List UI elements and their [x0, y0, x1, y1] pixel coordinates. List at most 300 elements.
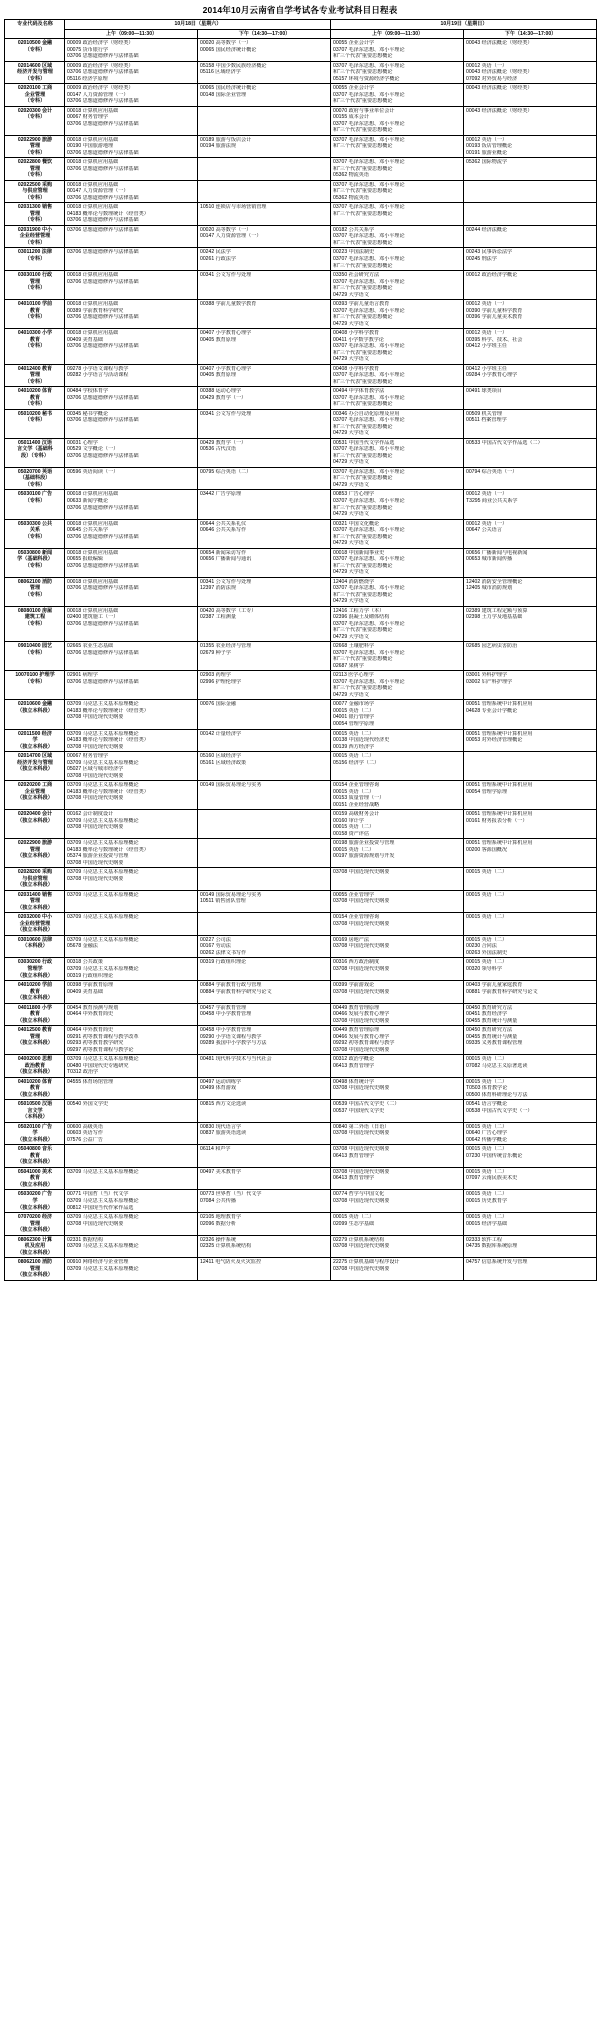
table-row — [5, 1055, 597, 1078]
day1-afternoon-cell: 12411 电气防火及火灾监控 — [198, 1258, 331, 1281]
day2-morning-cell: 00346 办公自动化原理及应用 03707 毛泽东思想、邓小平理论 和“三个代表”重要思想概论 04729 大学语文 — [331, 409, 464, 438]
major-name-cell: 03030200 行政 管理学 （独立本科段） — [5, 958, 65, 981]
day1-morning-cell: 00018 计算机应用基础 04183 概率论与数理统计（经管类） 03706 思想道德修养与法律基础 — [65, 203, 198, 226]
table-row — [5, 642, 597, 671]
day2-morning-cell: 00539 中国古代文学史（二） 00537 中国现代文学史 — [331, 1100, 464, 1123]
day2-afternoon-cell: 00012 英语（一） 00395 科学、技术、社会 00412 小学班主任 — [464, 329, 597, 365]
day2-morning-cell: 00055 企业会计学 03707 毛泽东思想、邓小平理论 和“三个代表”重要思想概论 — [331, 39, 464, 62]
day1-morning-cell: 00398 学前教育原理 00409 美育基础 — [65, 981, 198, 1004]
major-name-cell: 02022800 餐饮 管理 （专科） — [5, 158, 65, 181]
day2-morning-cell: 00494 中学体育教学法 03707 毛泽东思想、邓小平理论 和“三个代表”重要思想概论 — [331, 387, 464, 410]
header-day-1: 10月18日（星期六） — [65, 20, 331, 30]
day1-morning-cell: 00018 计算机应用基础 00147 人力资源管理（一） 03706 思想道德修养与法律基础 — [65, 180, 198, 203]
day2-afternoon-cell: 00015 英语（二） T0503 体育教学论 00500 体育科研理论与方法 — [464, 1077, 597, 1100]
major-name-cell: 02010500 金融 （专科） — [5, 39, 65, 62]
header-day-2-afternoon: 下午（14:30—17:00） — [464, 29, 597, 39]
day1-afternoon-cell: 01355 农业经济与管理 02679 种子学 — [198, 642, 331, 671]
day1-afternoon-cell: 00884 学前教育行政与管理 00884 学前教育科学研究与论文 — [198, 981, 331, 1004]
table-row — [5, 1026, 597, 1055]
day1-afternoon-cell — [198, 839, 331, 868]
day1-afternoon-cell: 00830 现代语言学 00837 旅游英语选读 — [198, 1122, 331, 1145]
table-row — [5, 839, 597, 868]
day1-morning-cell: 00009 政治经济学（财经类） 00147 人力资源管理（一） 03706 思想道德修养与法律基础 — [65, 84, 198, 107]
day1-afternoon-cell: 06114 和声学 — [198, 1145, 331, 1168]
day2-afternoon-cell: 04757 信息系统开发与管理 — [464, 1258, 597, 1281]
major-name-cell: 04012500 教育 管理 （独立本科段） — [5, 1026, 65, 1055]
day2-morning-cell: 02113 医学心理学 03707 毛泽东思想、邓小平理论 和“三个代表”重要思想概论 04729 大学语文 — [331, 671, 464, 700]
table-row — [5, 84, 597, 107]
major-name-cell: 04010100 学前 教育 （专科） — [5, 300, 65, 329]
day1-afternoon-cell — [198, 106, 331, 135]
day1-morning-cell: 00018 计算机应用基础 00633 新闻学概论 03706 思想道德修养与法律基础 — [65, 490, 198, 519]
day1-morning-cell: 03709 马克思主义基本原理概论 00480 中国现代史专题研究 T0312 政治学 — [65, 1055, 198, 1078]
table-row — [5, 1003, 597, 1026]
major-name-cell: 05040800 音乐 教育 （独立本科段） — [5, 1145, 65, 1168]
day1-afternoon-cell — [198, 180, 331, 203]
day2-afternoon-cell: 00051 管理系统中计算机应用 00161 财务报表分析（一） — [464, 810, 597, 839]
table-header-day-row — [5, 20, 597, 30]
day1-morning-cell: 00162 会计制度设计 03709 马克思主义基本原理概论 03708 中国近现代史纲要 — [65, 810, 198, 839]
table-row — [5, 387, 597, 410]
day1-afternoon-cell: 05158 中国少数民族经济概论 05116 区域经济学 — [198, 61, 331, 84]
major-name-cell: 02031400 销售 管理 （独立本科段） — [5, 890, 65, 913]
day1-morning-cell: 00910 网络经济与企业管理 03709 马克思主义基本原理概论 — [65, 1258, 198, 1281]
day1-afternoon-cell — [198, 868, 331, 891]
day1-morning-cell: 00596 英语阅读（一） — [65, 467, 198, 490]
major-name-cell: 02020400 会计 （独立本科段） — [5, 810, 65, 839]
day1-morning-cell: 00600 高级英语 00603 英语写作 07576 公益广告 — [65, 1122, 198, 1145]
day2-afternoon-cell: 02685 园艺病虫害防治 — [464, 642, 597, 671]
day2-morning-cell: 00853 广告心理学 03707 毛泽东思想、邓小平理论 和“三个代表”重要思想概论 04729 大学语文 — [331, 490, 464, 519]
day2-morning-cell: 00321 中国文化概论 03707 毛泽东思想、邓小平理论 和“三个代表”重要思想概论 04729 大学语文 — [331, 519, 464, 548]
major-name-cell: 05011400 汉语 言文学（基础科 段）（专科） — [5, 438, 65, 467]
day2-afternoon-cell: 00509 机关管理 00511 档案管理学 — [464, 409, 597, 438]
table-row — [5, 248, 597, 271]
day2-morning-cell: 00077 金融市场学 00015 英语（二） 04001 银行管理学 00054 管理学原理 — [331, 700, 464, 729]
day1-morning-cell: 00018 计算机应用基础 00067 财务管理学 03706 思想道德修养与法律基础 — [65, 106, 198, 135]
day1-morning-cell: 09278 小学语文课程与教学 09282 小学语言与活动课程 — [65, 364, 198, 387]
table-row — [5, 300, 597, 329]
day2-afternoon-cell: 00015 英语（二） 00230 合同法 00263 外国法制史 — [464, 935, 597, 958]
day2-morning-cell: 00312 政治学概论 06413 教育管理学 — [331, 1055, 464, 1078]
table-row — [5, 981, 597, 1004]
day2-morning-cell: 00531 中国当代文学作品选 03707 毛泽东思想、邓小平理论 和“三个代表”重要思想概论 04729 大学语文 — [331, 438, 464, 467]
day1-morning-cell: 02665 农业生态基础 03706 思想道德修养与法律基础 — [65, 642, 198, 671]
day2-afternoon-cell: 00656 广播新闻与电视新闻 00653 城市新闻传播 — [464, 548, 597, 577]
table-row — [5, 671, 597, 700]
day1-afternoon-cell: 00458 中小学教育管理 09290 小学语文课程与教学 09289 我国中小学教学与方法 — [198, 1026, 331, 1055]
day1-afternoon-cell: 00420 高等数学（工专） 02387 工程测量 — [198, 606, 331, 642]
header-day-1-morning: 上午（09:00—11:30） — [65, 29, 198, 39]
day2-morning-cell: 00182 公共关系学 03707 毛泽东思想、邓小平理论 和“三个代表”重要思想概论 — [331, 225, 464, 248]
day1-afternoon-cell: 02105 地理教育学 02096 数据分析 — [198, 1213, 331, 1236]
major-name-cell: 02020100 工商 企业管理 （专科） — [5, 84, 65, 107]
day1-afternoon-cell: 00654 新闻采访写作 00656 广播新闻与通讯 — [198, 548, 331, 577]
day1-morning-cell: 03709 马克思主义基本原理概论 04183 概率论与数理统计（经管类） 03708 中国近现代史纲要 — [65, 700, 198, 729]
major-name-cell: 04012400 教育 管理 （专科） — [5, 364, 65, 387]
table-row — [5, 781, 597, 810]
day2-morning-cell: 00449 教育管理原理 00466 发展与教育心理学 03708 中国近现代史纲要 — [331, 1003, 464, 1026]
table-row — [5, 135, 597, 158]
major-name-cell: 04010300 小学 教育 （专科） — [5, 329, 65, 365]
major-name-cell: 02020200 工商 企业管理 （独立本科段） — [5, 781, 65, 810]
header-day-2: 10月19日（星期日） — [331, 20, 597, 30]
day2-afternoon-cell: 02333 软件工程 04735 数据库系统原理 — [464, 1235, 597, 1258]
day1-afternoon-cell: 00065 国民经济统计概论 00148 国际企业管理 — [198, 84, 331, 107]
day2-afternoon-cell: 02389 建筑工程定额与预算 02398 土力学及地基基础 — [464, 606, 597, 642]
day2-morning-cell: 03707 毛泽东思想、邓小平理论 和“三个代表”重要思想概论 05362 物流英语 — [331, 180, 464, 203]
day1-morning-cell: 03709 马克思主义基本原理概论 — [65, 890, 198, 913]
day2-morning-cell: 00015 英语（二） 05156 经济学（二） — [331, 752, 464, 781]
table-row — [5, 438, 597, 467]
day2-morning-cell: 12404 消防燃烧学 03707 毛泽东思想、邓小平理论 和“三个代表”重要思想概论 04729 大学语文 — [331, 577, 464, 606]
day2-morning-cell: 03707 毛泽东思想、邓小平理论 和“三个代表”重要思想概论 — [331, 203, 464, 226]
day2-afternoon-cell: 00450 教育研究方法 00455 教育统计与测量 09335 义务教育课程管理 — [464, 1026, 597, 1055]
table-row — [5, 958, 597, 981]
day2-morning-cell: 00159 高级财务会计 00160 审计学 00015 英语（二） 00158 资产评估 — [331, 810, 464, 839]
table-row — [5, 1190, 597, 1213]
day1-afternoon-cell: 00497 美术教育学 — [198, 1167, 331, 1190]
day2-morning-cell: 03708 中国近现代史纲要 06413 教育管理学 — [331, 1167, 464, 1190]
day2-afternoon-cell: 00450 教育研究方法 00451 教育经济学 00455 教育统计与测量 — [464, 1003, 597, 1026]
day2-afternoon-cell: 00015 英语（二） — [464, 890, 597, 913]
major-name-cell: 04010200 体育 教育 （独立本科段） — [5, 1077, 65, 1100]
major-name-cell: 08062100 消防 管理 （独立本科段） — [5, 1258, 65, 1281]
major-name-cell: 05030800 新闻 学（基础科段） （专科） — [5, 548, 65, 577]
day2-morning-cell: 02668 土壤肥料学 03707 毛泽东思想、邓小平理论 和“三个代表”重要思想概论 02687 果树学 — [331, 642, 464, 671]
day1-afternoon-cell: 10510 连锁店与市场营销管理 — [198, 203, 331, 226]
day2-morning-cell: 00774 哲学与中国文化 03708 中国近现代史纲要 — [331, 1190, 464, 1213]
major-name-cell: 04011800 小学 教育 （独立本科段） — [5, 1003, 65, 1026]
day2-morning-cell: 00393 学前儿童语言教育 03707 毛泽东思想、邓小平理论 和“三个代表”重要思想概论 04729 大学语文 — [331, 300, 464, 329]
day2-afternoon-cell: 00412 小学班主任 09284 小学教育心理学 — [464, 364, 597, 387]
major-name-cell: 09010400 园艺 （专科） — [5, 642, 65, 671]
day1-morning-cell: 00345 秘书学概论 03706 思想道德修养与法律基础 — [65, 409, 198, 438]
table-row — [5, 106, 597, 135]
table-row — [5, 39, 597, 62]
day1-afternoon-cell: 00407 小学教育心理学 00405 教育原理 — [198, 364, 331, 387]
day1-afternoon-cell: 00815 西方文论选读 — [198, 1100, 331, 1123]
table-row — [5, 868, 597, 891]
day1-morning-cell: 03709 马克思主义基本原理概论 04183 概率论与数理统计（经管类） 05374 旅游企业投资与管理 03708 中国近现代史纲要 — [65, 839, 198, 868]
day2-morning-cell: 00018 中国新闻事业史 03707 毛泽东思想、邓小平理论 和“三个代表”重要思想概论 04729 大学语文 — [331, 548, 464, 577]
major-name-cell: 02022900 旅游 管理 （专科） — [5, 135, 65, 158]
day2-afternoon-cell: 00051 管理系统中计算机应用 04628 专业会计学概论 — [464, 700, 597, 729]
major-name-cell: 10070100 护理学 （专科） — [5, 671, 65, 700]
header-day-2-morning: 上午（09:00—11:30） — [331, 29, 464, 39]
table-row — [5, 729, 597, 752]
day2-afternoon-cell: 00244 经济法概论 — [464, 225, 597, 248]
day1-morning-cell: 00009 政治经济学（财经类） 03706 思想道德修养与法律基础 05116 经济学原理 — [65, 61, 198, 84]
major-name-cell: 02022900 旅游 管理 （独立本科段） — [5, 839, 65, 868]
day2-afternoon-cell: 12402 消防安全管理概论 12405 城市消防规划 — [464, 577, 597, 606]
day1-afternoon-cell: 00773 世界哲（当）代文学 07084 公共传播 — [198, 1190, 331, 1213]
header-day-1-afternoon: 下午（14:30—17:00） — [198, 29, 331, 39]
table-row — [5, 519, 597, 548]
day2-afternoon-cell: 00533 中国古代文学作品选（二） — [464, 438, 597, 467]
day2-morning-cell: 00408 小学科学教育 03707 毛泽东思想、邓小平理论 和“三个代表”重要思想概论 — [331, 364, 464, 387]
day2-morning-cell: 00015 英语（二） 00138 中国近现代经济史 00139 西方经济学 — [331, 729, 464, 752]
day1-morning-cell: 00484 学校体育学 03706 思想道德修养与法律基础 — [65, 387, 198, 410]
major-name-cell: 03010600 法律 （本科段） — [5, 935, 65, 958]
table-row — [5, 271, 597, 300]
table-row — [5, 913, 597, 936]
day1-afternoon-cell: 02326 操作系统 02325 计算机系统结构 — [198, 1235, 331, 1258]
day1-morning-cell: 00018 计算机应用基础 00655 报纸编辑 03706 思想道德修养与法律基础 — [65, 548, 198, 577]
table-row — [5, 890, 597, 913]
day1-afternoon-cell: 00341 公文写作与处理 — [198, 409, 331, 438]
day2-morning-cell: 00055 企业会计学 03707 毛泽东思想、邓小平理论 和“三个代表”重要思想概论 — [331, 84, 464, 107]
day2-afternoon-cell: 00012 英语（一） 00043 经济法概论（财经类） 07092 对外贸易与经济 — [464, 61, 597, 84]
table-row — [5, 935, 597, 958]
day1-afternoon-cell: 05160 区域经济学 05161 区域经济政策 — [198, 752, 331, 781]
table-row — [5, 1213, 597, 1236]
day2-afternoon-cell — [464, 752, 597, 781]
major-name-cell: 05030100 广告 （专科） — [5, 490, 65, 519]
header-corner: 专业代码及名称 — [5, 20, 65, 39]
day1-morning-cell: 00018 计算机应用基础 00190 中国旅游地理 03706 思想道德修养与法律基础 — [65, 135, 198, 158]
day2-afternoon-cell — [464, 203, 597, 226]
table-row — [5, 1167, 597, 1190]
day1-morning-cell: 00031 心理学 00529 文学概论（一） 03706 思想道德修养与法律基础 — [65, 438, 198, 467]
day1-morning-cell: 03709 马克思主义基本原理概论 — [65, 913, 198, 936]
table-row — [5, 1122, 597, 1145]
day1-afternoon-cell — [198, 913, 331, 936]
day1-morning-cell: 00540 外国文学史 — [65, 1100, 198, 1123]
table-header-slot-row — [5, 29, 597, 39]
table-row — [5, 180, 597, 203]
major-name-cell: 03011200 法律 （专科） — [5, 248, 65, 271]
table-row — [5, 329, 597, 365]
day2-afternoon-cell: 00015 英语（二） 00015 历史教育学 — [464, 1190, 597, 1213]
day1-afternoon-cell: 00497 运动训练学 00499 体育游戏 — [198, 1077, 331, 1100]
major-name-cell: 02010600 金融 （独立本科段） — [5, 700, 65, 729]
day1-morning-cell: 00318 公共政策 03709 马克思主义基本原理概论 00319 行政组织理论 — [65, 958, 198, 981]
day1-morning-cell: 00067 财务管理学 03709 马克思主义基本原理概论 05027 区域与城市经济学 03708 中国近现代史纲要 — [65, 752, 198, 781]
day1-morning-cell: 00009 政治经济学（财经类） 00075 货币银行学 03706 思想道德修养与法律基础 — [65, 39, 198, 62]
day2-morning-cell: 00070 政府与事业单位会计 00155 成本会计 03707 毛泽东思想、邓小平理论 和“三个代表”重要思想概论 — [331, 106, 464, 135]
major-name-cell: 08062300 计算 机及应用 （独立本科段） — [5, 1235, 65, 1258]
day1-afternoon-cell: 00407 小学教育心理学 00405 教育原理 — [198, 329, 331, 365]
day2-morning-cell: 00399 学前游戏论 03708 中国近现代史纲要 — [331, 981, 464, 1004]
day1-afternoon-cell: 00142 计量经济学 — [198, 729, 331, 752]
table-row — [5, 810, 597, 839]
major-name-cell: 02031900 中小 企业经营管理 （专科） — [5, 225, 65, 248]
major-name-cell: 04010200 体育 教育 （专科） — [5, 387, 65, 410]
table-row — [5, 364, 597, 387]
day2-morning-cell: 00169 房地产法 03708 中国近现代史纲要 — [331, 935, 464, 958]
day2-afternoon-cell: 00541 语言学概论 00538 中国古代文学史（一） — [464, 1100, 597, 1123]
day2-morning-cell: 00449 教育管理原理 00466 发展与教育心理学 09292 初等教育课程与教学 03708 中国近现代史纲要 — [331, 1026, 464, 1055]
major-name-cell: 05020700 英语 （基础科段） （专科） — [5, 467, 65, 490]
day2-afternoon-cell: 00015 英语（二） — [464, 868, 597, 891]
day2-afternoon-cell: 03001 外科护理学 03002 妇产科护理学 — [464, 671, 597, 700]
table-row — [5, 1258, 597, 1281]
day1-afternoon-cell: 00020 高等数学（一） 00147 人力资源管理（一） — [198, 225, 331, 248]
day2-morning-cell: 03707 毛泽东思想、邓小平理论 和“三个代表”重要思想概论 — [331, 135, 464, 158]
major-name-cell: 04002000 思想 政治教育 （独立本科段） — [5, 1055, 65, 1078]
day2-morning-cell: 03350 社会研究方法 03707 毛泽东思想、邓小平理论 和“三个代表”重要思想概论 04729 大学语文 — [331, 271, 464, 300]
day2-morning-cell: 00154 企业管理咨询 03708 中国近现代史纲要 — [331, 913, 464, 936]
day2-morning-cell: 12416 工程力学（本） 02396 混凝土及砌体结构 03707 毛泽东思想、邓小平理论 和“三个代表”重要思想概论 04729 大学语文 — [331, 606, 464, 642]
major-name-cell: 03030100 行政 管理 （专科） — [5, 271, 65, 300]
table-row — [5, 467, 597, 490]
major-name-cell: 02011500 经济 学 （独立本科段） — [5, 729, 65, 752]
table-row — [5, 61, 597, 84]
major-name-cell: 05030200 广告 学 （独立本科段） — [5, 1190, 65, 1213]
table-row — [5, 1235, 597, 1258]
day2-afternoon-cell: 00051 管理系统中计算机应用 00053 对外经济管理概论 — [464, 729, 597, 752]
table-row — [5, 700, 597, 729]
table-row — [5, 752, 597, 781]
day2-afternoon-cell: 00491 球类项目 — [464, 387, 597, 410]
major-name-cell: 05041000 美术 教育 （独立本科段） — [5, 1167, 65, 1190]
day2-morning-cell: 02279 计算机系统结构 03708 中国近现代史纲要 — [331, 1235, 464, 1258]
day2-morning-cell: 00408 小学科学教育 00411 小学数学教学论 03707 毛泽东思想、邓小平理论 和“三个代表”重要思想概论 04729 大学语文 — [331, 329, 464, 365]
day2-morning-cell: 00198 旅游企业投资与管理 00015 英语（二） 00197 旅游资源规划与开发 — [331, 839, 464, 868]
major-name-cell: 02022500 采购 与供应管理 （专科） — [5, 180, 65, 203]
major-name-cell: 04010200 学前 教育 （独立本科段） — [5, 981, 65, 1004]
major-name-cell: 02014700 区域 经济开发与管理 （独立本科段） — [5, 752, 65, 781]
day2-morning-cell: 03707 毛泽东思想、邓小平理论 和“三个代表”重要思想概论 04729 大学语文 — [331, 467, 464, 490]
day1-morning-cell: 04555 体育场馆管理 — [65, 1077, 198, 1100]
table-row — [5, 158, 597, 181]
table-row — [5, 490, 597, 519]
table-row — [5, 577, 597, 606]
table-row — [5, 225, 597, 248]
day2-afternoon-cell — [464, 180, 597, 203]
day1-afternoon-cell: 00076 国际金融 — [198, 700, 331, 729]
day2-afternoon-cell: 00043 经济法概论（财经类） — [464, 84, 597, 107]
day1-afternoon-cell — [198, 158, 331, 181]
day2-afternoon-cell: 00012 英语（一） T3295 商业公共关系学 — [464, 490, 597, 519]
day1-morning-cell: 00464 中外教育简史 09291 初等教育课程与教学改革 09293 初等教育教学研究 09297 初等教育课程与教学论 — [65, 1026, 198, 1055]
day2-morning-cell: 00015 英语（二） 02099 生态学基础 — [331, 1213, 464, 1236]
day1-morning-cell: 03709 马克思主义基本原理概论 04183 概率论与数理统计（经管类） 03708 中国近现代史纲要 — [65, 729, 198, 752]
day2-afternoon-cell: 00015 英语（二） 07230 中国传统音乐概论 — [464, 1145, 597, 1168]
day1-afternoon-cell: 02903 药理学 02996 护理伦理学 — [198, 671, 331, 700]
day1-afternoon-cell: 00795 综合英语（二） — [198, 467, 331, 490]
day2-morning-cell: 00223 中国法制史 03707 毛泽东思想、邓小平理论 和“三个代表”重要思想概论 — [331, 248, 464, 271]
page-title: 2014年10月云南省自学考试各专业考试科目日程表 — [202, 5, 398, 15]
day2-afternoon-cell: 00403 学前儿童家庭教育 00881 学前教育科学研究与论文 — [464, 981, 597, 1004]
table-row — [5, 1077, 597, 1100]
day1-morning-cell: 00018 计算机应用基础 03706 思想道德修养与法律基础 — [65, 577, 198, 606]
day1-afternoon-cell: 00457 学前教育管理 00458 中小学教育管理 — [198, 1003, 331, 1026]
day1-morning-cell: 02331 数据结构 03709 马克思主义基本原理概论 — [65, 1235, 198, 1258]
table-row — [5, 1145, 597, 1168]
day2-afternoon-cell: 00043 经济法概论（财经类） — [464, 106, 597, 135]
day2-afternoon-cell: 00015 英语（二） 00320 领导科学 — [464, 958, 597, 981]
day1-morning-cell: 03709 马克思主义基本原理概论 — [65, 1167, 198, 1190]
day1-morning-cell: 00018 计算机应用基础 03706 思想道德修养与法律基础 — [65, 158, 198, 181]
major-name-cell: 07070200 经济 管理 （独立本科段） — [5, 1213, 65, 1236]
day1-morning-cell: 03706 思想道德修养与法律基础 — [65, 248, 198, 271]
table-row — [5, 203, 597, 226]
major-name-cell: 05010200 秘书 （专科） — [5, 409, 65, 438]
day2-afternoon-cell: 00051 管理系统中计算机应用 00054 管理学原理 — [464, 781, 597, 810]
day2-morning-cell: 00154 企业管理咨询 00015 英语（二） 00153 质量管理（一） 00151 企业经营战略 — [331, 781, 464, 810]
day1-afternoon-cell: 00149 国际贸易理论与实务 10511 销售团队管理 — [198, 890, 331, 913]
day1-afternoon-cell: 00481 现代科学技术与当代社会 — [198, 1055, 331, 1078]
day2-afternoon-cell: 00012 政治经济学概论 — [464, 271, 597, 300]
day1-morning-cell: 03709 马克思主义基本原理概论 03708 中国近现代史纲要 — [65, 868, 198, 891]
major-name-cell: 05010500 汉语 言文学 （本科段） — [5, 1100, 65, 1123]
table-row — [5, 409, 597, 438]
day2-morning-cell: 22275 计算机基础与程序设计 03708 中国近现代史纲要 — [331, 1258, 464, 1281]
day1-morning-cell — [65, 1145, 198, 1168]
major-name-cell: 08080100 房屋 建筑工程 （专科） — [5, 606, 65, 642]
table-row — [5, 1100, 597, 1123]
day2-afternoon-cell: 00012 英语（一） 00390 学前儿童科学教育 00396 学前儿童美术教育 — [464, 300, 597, 329]
day1-morning-cell: 00018 计算机应用基础 00389 学前教育科学研究 03706 思想道德修养与法律基础 — [65, 300, 198, 329]
day1-morning-cell: 00018 计算机应用基础 03706 思想道德修养与法律基础 — [65, 271, 198, 300]
day1-morning-cell: 00454 教育预测与规划 00464 中外教育简史 — [65, 1003, 198, 1026]
major-name-cell: 02014600 区域 经济开发与管理 （专科） — [5, 61, 65, 84]
day1-morning-cell: 00018 计算机应用基础 00645 公共关系学 03706 思想道德修养与法律基础 — [65, 519, 198, 548]
major-name-cell: 02020300 会计 （专科） — [5, 106, 65, 135]
day2-afternoon-cell: 00015 英语（二） 07097 云南民族美术史 — [464, 1167, 597, 1190]
day2-afternoon-cell: 00243 民事诉讼法学 00245 刑法学 — [464, 248, 597, 271]
day1-afternoon-cell: 00644 公共关系礼仪 00646 公共关系写作 — [198, 519, 331, 548]
day1-morning-cell: 03709 马克思主义基本原理概论 03708 中国近现代史纲要 — [65, 1213, 198, 1236]
day2-afternoon-cell: 00051 管理系统中计算机应用 00200 客源国概况 — [464, 839, 597, 868]
day1-afternoon-cell — [198, 810, 331, 839]
major-name-cell: 02028200 采购 与供应管理 （独立本科段） — [5, 868, 65, 891]
major-name-cell: 02032000 中小 企业经营管理 （独立本科段） — [5, 913, 65, 936]
day2-morning-cell: 00840 第二外语（日语） 03708 中国近现代史纲要 — [331, 1122, 464, 1145]
day2-afternoon-cell: 00015 英语（二） 07082 马克思主义原著选读 — [464, 1055, 597, 1078]
day1-afternoon-cell: 00319 行政组织理论 — [198, 958, 331, 981]
day1-afternoon-cell: 00429 教育学（一） 00536 古代汉语 — [198, 438, 331, 467]
day2-morning-cell: 03708 中国近现代史纲要 — [331, 868, 464, 891]
table-row — [5, 548, 597, 577]
day1-afternoon-cell: 00388 运动心理学 00429 教育学（一） — [198, 387, 331, 410]
major-name-cell: 05020100 广告 学 （独立本科段） — [5, 1122, 65, 1145]
day1-morning-cell: 00771 中国哲（当）代文学 03709 马克思主义基本原理概论 00812 中国现当代作家作品选 — [65, 1190, 198, 1213]
day1-afternoon-cell: 00341 公文写作与处理 — [198, 271, 331, 300]
day1-afternoon-cell: 00341 公文写作与处理 12397 消防法规 — [198, 577, 331, 606]
major-name-cell: 05030300 公共 关系 （专科） — [5, 519, 65, 548]
day1-morning-cell: 03709 马克思主义基本原理概论 05678 金融法 — [65, 935, 198, 958]
day1-afternoon-cell: 00149 国际贸易理论与实务 — [198, 781, 331, 810]
day1-morning-cell: 02901 病理学 03706 思想道德修养与法律基础 — [65, 671, 198, 700]
day1-afternoon-cell: 00020 高等数学（一） 00065 国民经济统计概论 — [198, 39, 331, 62]
day2-afternoon-cell: 00015 英语（二） 00015 经济学基础 — [464, 1213, 597, 1236]
day2-afternoon-cell: 00043 经济法概论（财经类） — [464, 39, 597, 62]
day2-afternoon-cell: 00012 英语（一） 00647 公关语言 — [464, 519, 597, 548]
day2-morning-cell: 03708 中国近现代史纲要 06413 教育管理学 — [331, 1145, 464, 1168]
day1-morning-cell: 00018 计算机应用基础 00409 美育基础 03706 思想道德修养与法律基础 — [65, 329, 198, 365]
day2-morning-cell: 00055 企业管理学 03708 中国近现代史纲要 — [331, 890, 464, 913]
day2-morning-cell: 00498 体育统计学 03708 中国近现代史纲要 — [331, 1077, 464, 1100]
day1-afternoon-cell: 03442 广告学原理 — [198, 490, 331, 519]
day2-morning-cell: 03707 毛泽东思想、邓小平理论 和“三个代表”重要思想概论 05157 环境与资源经济学概论 — [331, 61, 464, 84]
day1-morning-cell: 00018 计算机应用基础 02400 建筑施工（一） 03706 思想道德修养与法律基础 — [65, 606, 198, 642]
day1-morning-cell: 03706 思想道德修养与法律基础 — [65, 225, 198, 248]
schedule-body — [5, 39, 597, 1281]
day1-afternoon-cell: 00227 公司法 00167 劳动法 00262 法律文书写作 — [198, 935, 331, 958]
day2-morning-cell: 00316 西方政治制度 03708 中国近现代史纲要 — [331, 958, 464, 981]
day1-afternoon-cell: 00388 学前儿童数学教育 — [198, 300, 331, 329]
day1-morning-cell: 03709 马克思主义基本原理概论 04183 概率论与数理统计（经管类） 03708 中国近现代史纲要 — [65, 781, 198, 810]
day2-afternoon-cell: 05362 国际物流学 — [464, 158, 597, 181]
day1-afternoon-cell: 00242 民法学 00261 行政法学 — [198, 248, 331, 271]
major-name-cell: 08062100 消防 管理 （专科） — [5, 577, 65, 606]
table-row — [5, 606, 597, 642]
day1-afternoon-cell: 00189 旅游与饭店会计 00194 旅游法规 — [198, 135, 331, 158]
day2-morning-cell: 03707 毛泽东思想、邓小平理论 和“三个代表”重要思想概论 05362 物流英语 — [331, 158, 464, 181]
